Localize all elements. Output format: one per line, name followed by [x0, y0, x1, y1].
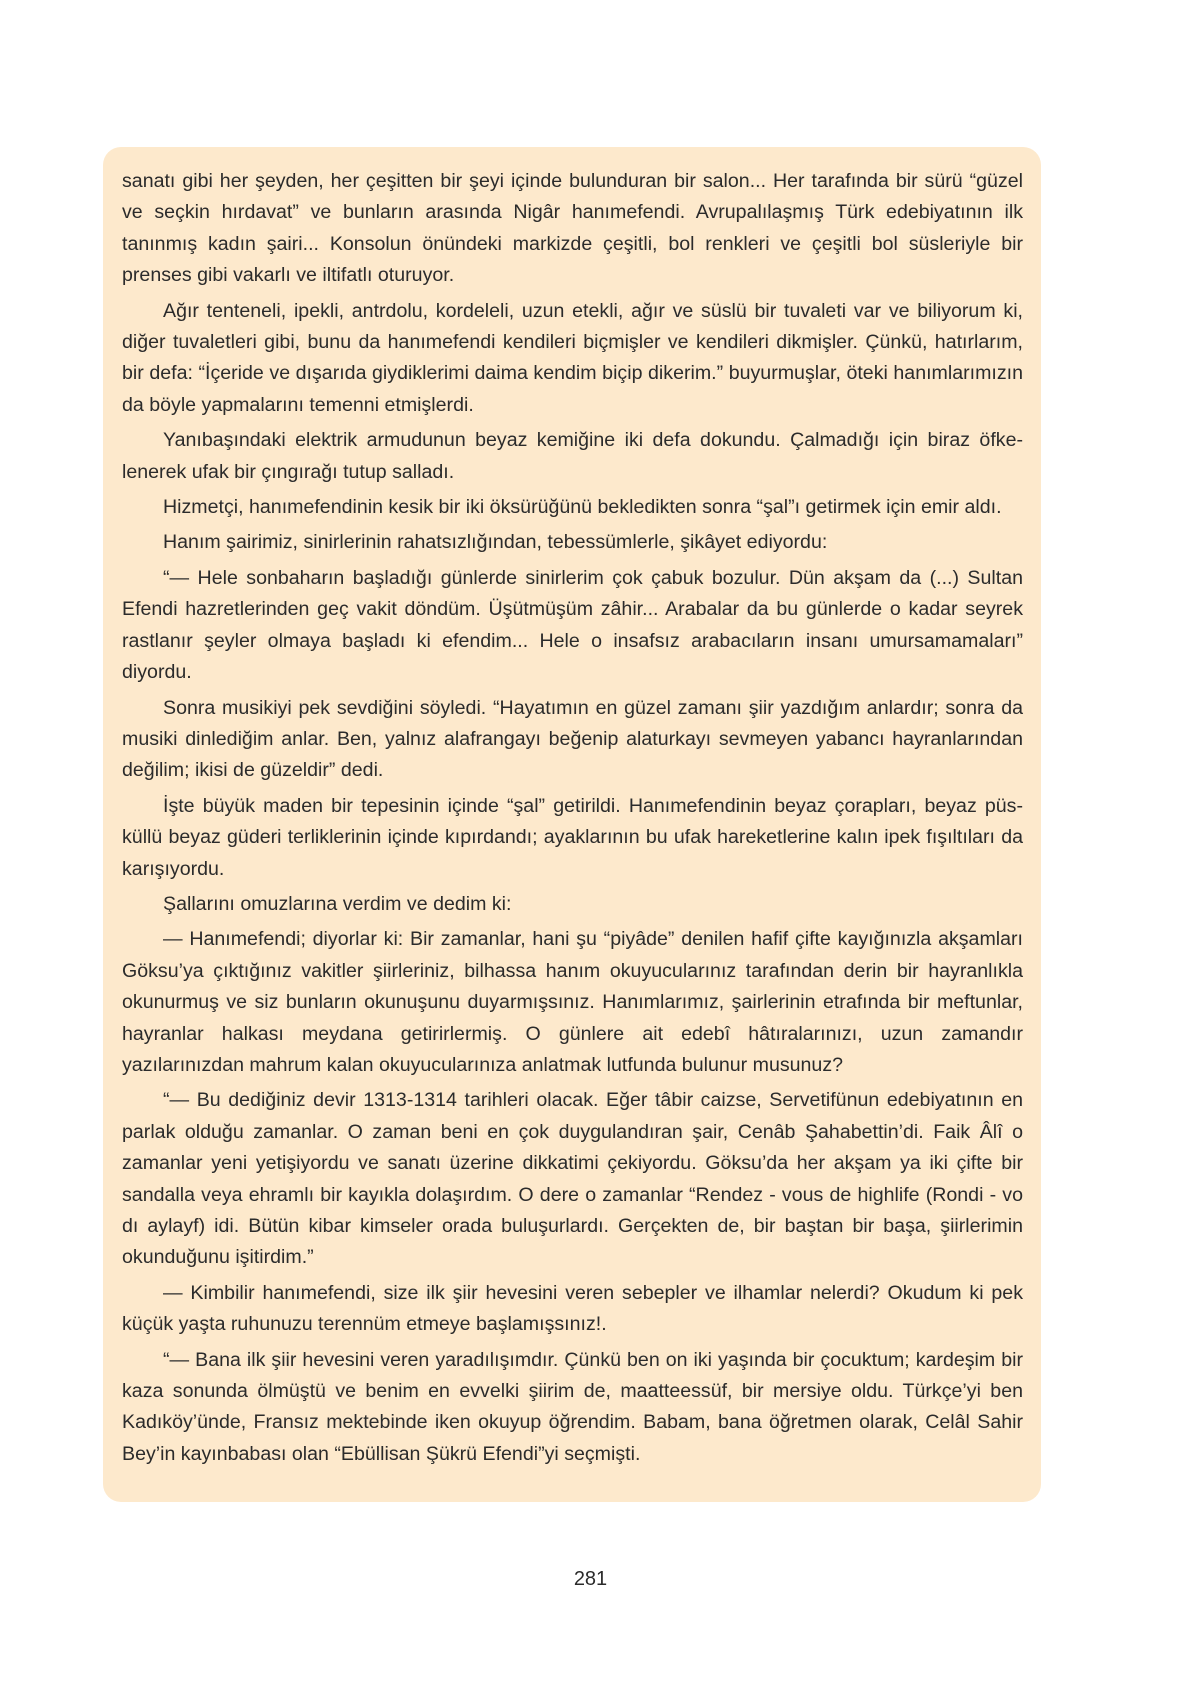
text-panel	[103, 147, 1041, 1502]
paragraph: Ağır tenteneli, ipekli, antrdolu, kordeleli, uzun etekli, ağır ve süslü bir tuvaleti var ve biliyorum ki, diğer tuvaletleri gibi, bunu da hanımefendi kendileri biçmişler ve kendileri dikmişler. Çünkü, hatırlarım, bir defa: “İçeride ve dışarıda giydiklerimi daima kendim biçip dikerim.” buyurmuşlar, öteki hanımlarımızın da böyle yapmalarını temenni etmişlerdi.	[122, 299, 1023, 416]
page-number: 281	[573, 1568, 608, 1590]
paragraph: Sonra musikiyi pek sevdiğini söyledi. “Hayatımın en güzel zamanı şiir yazdığım anlardır; sonra da musiki dinlediğim anlar. Ben, yalnız alafrangayı beğenip alaturkayı sevmeyen yabancı hayranlarından değilim; ikisi de güzeldir” dedi.	[122, 696, 1023, 782]
paragraph: Yanıbaşındaki elektrik armudunun beyaz kemiğine iki defa dokundu. Çalmadığı için biraz öfkelenerek ufak bir çıngırağı tutup salladı.	[122, 429, 1023, 483]
paragraph: Şallarını omuzlarına verdim ve dedim ki:	[163, 892, 512, 915]
paragraph: Hanım şairimiz, sinirlerinin rahatsızlığından, tebessümlerle, şikâyet ediyordu:	[163, 531, 828, 554]
paragraph: — Hanımefendi; diyorlar ki: Bir zamanlar, hani şu “piyâde” denilen hafif çifte kayığınızla akşamları Göksu’ya çıktığınız vakitler şiirleriniz, bilhassa hanım okuyucularınız tarafından derin bir hayranlıkla okunurmuş ve siz bunların okunuşunu duyarmışsınız. Hanımlarımız, şairlerinin etrafında bir meftunlar, hayranlar halkası meydana getirirlermiş. O günlere ait edebî hâtıralarınızı, uzun zamandır yazılarınızdan mahrum kalan okuyucularınıza anlatmak lutfunda bulunur musunuz?	[122, 928, 1023, 1076]
paragraph: — Kimbilir hanımefendi, size ilk şiir hevesini veren sebepler ve ilhamlar nelerdi? Okudum ki pek küçük yaşta ruhunuzu terennüm etmeye başlamışsınız!.	[122, 1281, 1023, 1336]
paragraph: “— Bana ilk şiir hevesini veren yaradılışımdır. Çünkü ben on iki yaşında bir çocuktum; kardeşim bir kaza sonunda ölmüştü ve benim en evvelki şiirim de, maatteessüf, bir mersiye oldu. Türkçe’yi ben Kadıköy’ünde, Fransız mektebinde iken okuyup öğrendim. Babam, bana öğretmen olarak, Celâl Sahir Bey’in kayınbabası olan “Ebüllisan Şükrü Efendi”yi seçmişti.	[122, 1348, 1023, 1465]
paragraph: “— Bu dediğiniz devir 1313-1314 tarihleri olacak. Eğer tâbir caizse, Servetifünun edebiyatının en parlak olduğu zamanlar. O zaman beni en çok duygulandıran şair, Cenâb Şahabettin’di. Faik Âlî o zamanlar yeni yetişiyordu ve sanatı üzerine dikkatimi çekiyordu. Göksu’da her akşam ya iki çifte bir sandalla veya ehramlı bir kayıkla dolaşırdım. O dere o zamanlar “Rendez - vous de highlife (Rondi - vo dı aylayf) idi. Bütün kibar kimseler orada buluşurlardı. Gerçekten de, bir baştan bir başa, şiirlerimin okunduğunu işitirdim.”	[122, 1089, 1023, 1269]
paragraph: İşte büyük maden bir tepesinin içinde “şal” getirildi. Hanımefendinin beyaz çorapları, beyaz püsküllü beyaz güderi terliklerinin içinde kıpırdandı; ayaklarının bu ufak hareketlerine kalın ipek fışıltıları da karışıyordu.	[122, 794, 1023, 880]
paragraph: sanatı gibi her şeyden, her çeşitten bir şeyi içinde bulunduran bir salon... Her tarafında bir sürü “güzel ve seçkin hırdavat” ve bunların arasında Nigâr hanımefendi. Avrupalılaşmış Türk edebiyatının ilk tanınmış kadın şairi... Konsolun önündeki markizde çeşitli, bol renkleri ve çeşitli bol süsleriyle bir prenses gibi vakarlı ve iltifatlı oturuyor.	[122, 170, 1023, 287]
paragraph: “— Hele sonbaharın başladığı günlerde sinirlerim çok çabuk bozulur. Dün akşam da (...) Sultan Efendi hazretlerinden geç vakit döndüm. Üşütmüşüm zâhir... Arabalar da bu günlerde o kadar seyrek rastlanır şeyler olmaya başladı ki efendim... Hele o insafsız arabacıların insanı umursamamaları” diyordu.	[122, 566, 1023, 684]
paragraph: Hizmetçi, hanımefendinin kesik bir iki öksürüğünü bekledikten sonra “şal”ı getirmek için emir aldı.	[163, 496, 1002, 519]
